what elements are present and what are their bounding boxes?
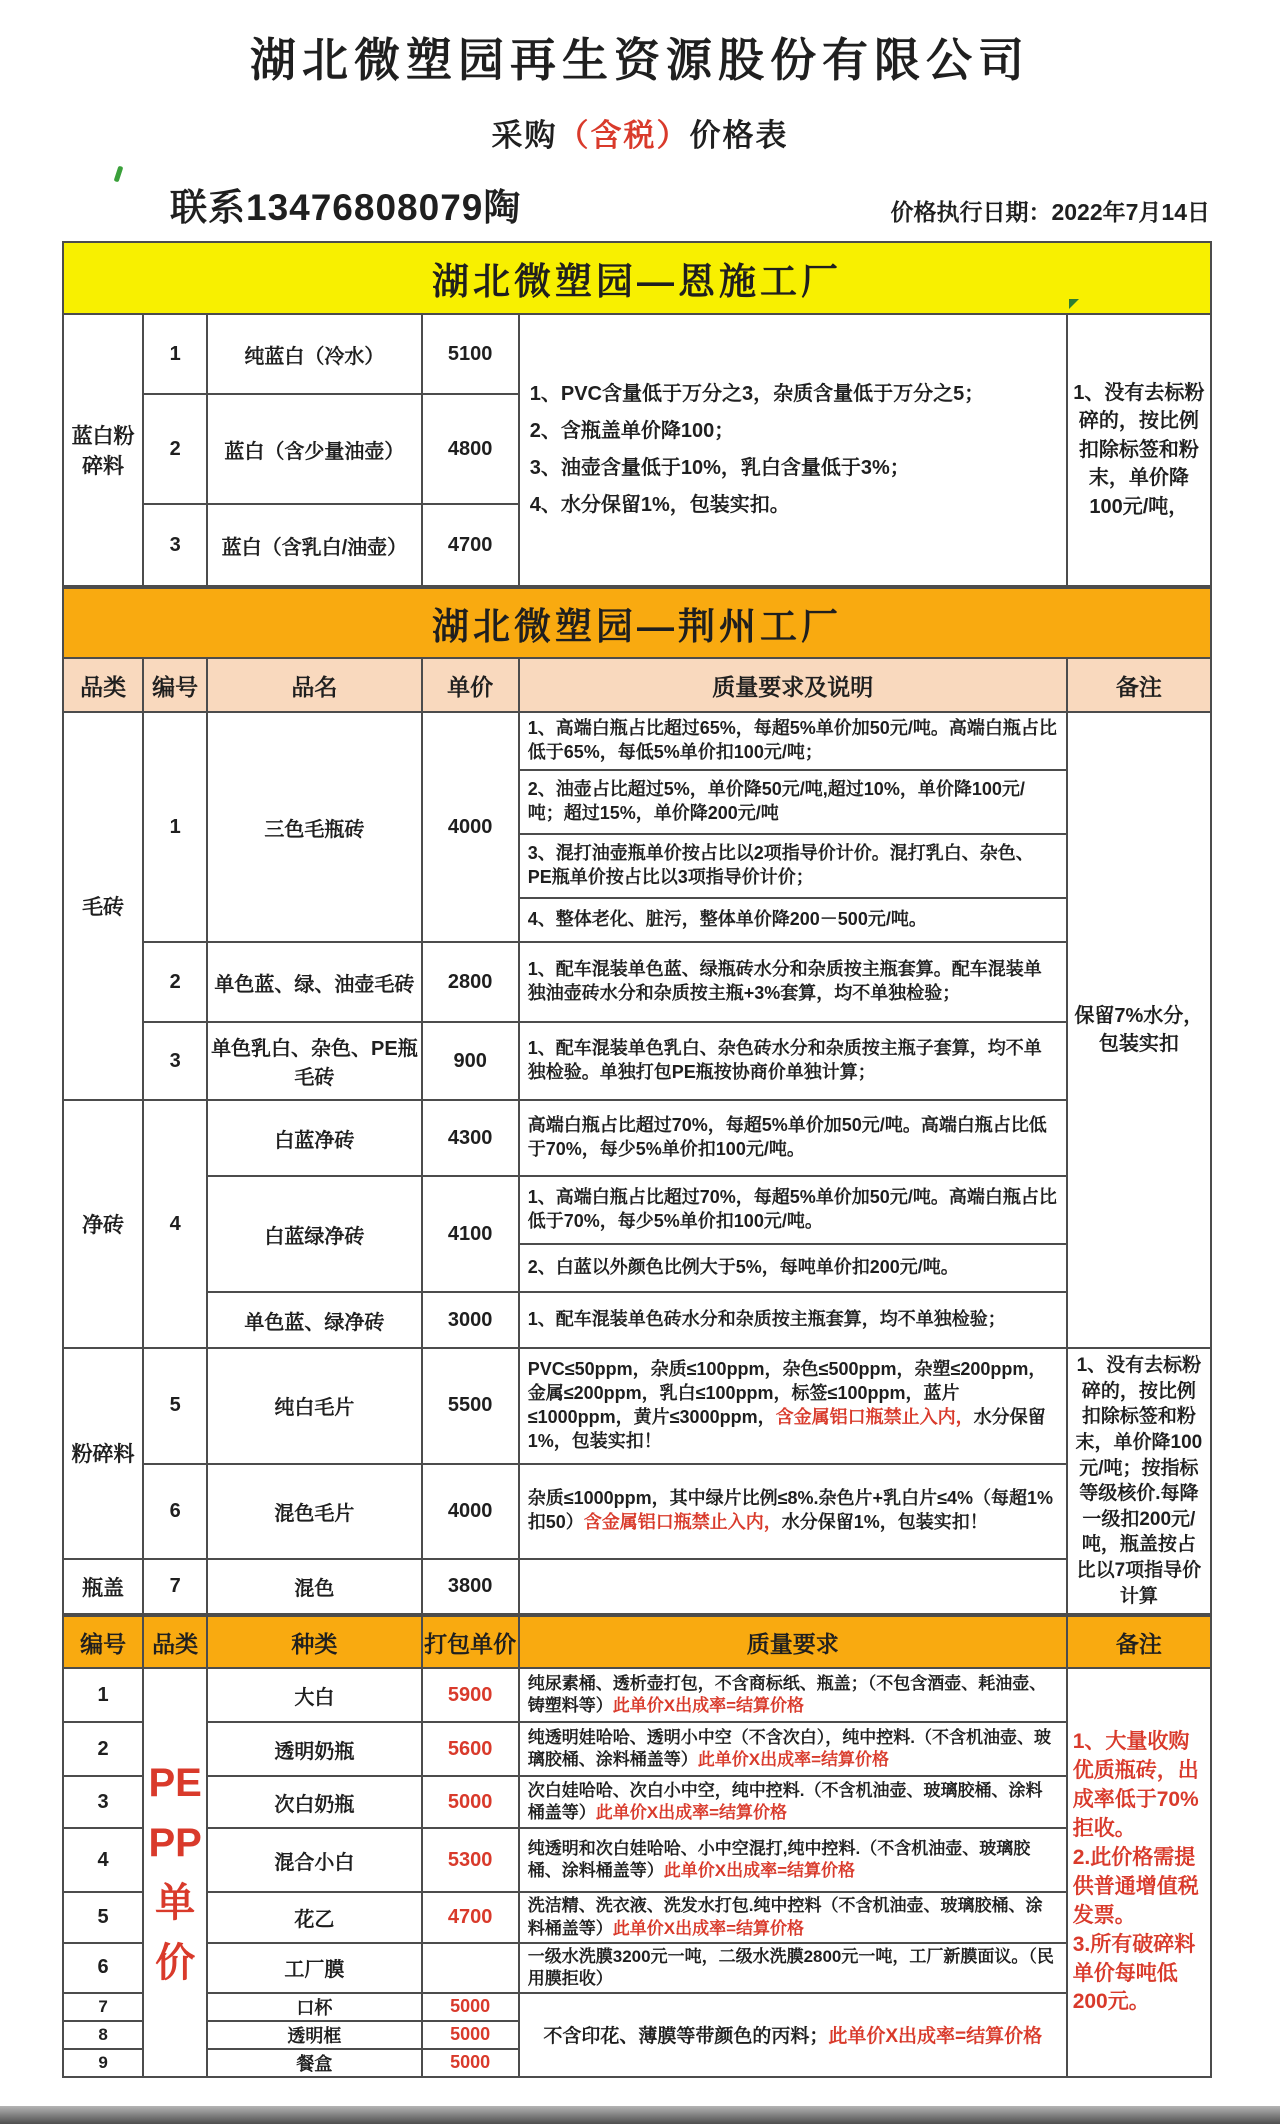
- pack-price: 5000: [422, 2021, 519, 2049]
- row-number: 4: [63, 1828, 143, 1892]
- table-row: [63, 1993, 1211, 2021]
- column-header-quality: 质量要求: [519, 1616, 1067, 1668]
- row-number: 3: [143, 504, 207, 586]
- pack-price: 5000: [422, 2049, 519, 2077]
- product-name: 餐盒: [207, 2049, 421, 2077]
- table-row: [63, 1776, 1211, 1828]
- remark-line: 3.所有破碎料单价每吨低200元。: [1072, 1932, 1196, 2014]
- category-crushed-material: 粉碎料: [63, 1348, 143, 1559]
- table-row: [63, 1892, 1211, 1942]
- quality-segment: 纯尿素桶、透析壶打包，不含商标纸、瓶盖；（不包含酒壶、耗油壶、铸塑料等）: [527, 1674, 1047, 1716]
- remark-note-crushed: 1、没有去标粉碎的，按比例扣除标签和粉末，单价降100元/吨；按指标等级核价.每降一级扣200元/吨，瓶盖按占比以7项指导价计算: [1067, 1348, 1211, 1614]
- settlement-formula-red: 此单价X出成率=结算价格: [663, 1861, 856, 1881]
- product-name: 纯白毛片: [207, 1348, 421, 1464]
- quality-segment: 不含印花、薄膜等带颜色的丙料；: [543, 2026, 829, 2048]
- quality-text: [519, 1464, 1067, 1559]
- pack-price: 5000: [422, 1993, 519, 2021]
- scan-edge-bar: [0, 2106, 1280, 2124]
- quality-text: [519, 1668, 1067, 1722]
- column-header-row: [63, 658, 1211, 712]
- contact-row: [0, 177, 1280, 231]
- remark-note-red: [1067, 1668, 1211, 2076]
- quality-segment: 纯透明娃哈哈、透明小中空（不含次白），纯中控料.（不含机油壶、玻璃胶桶、涂料桶盖等）: [527, 1728, 1051, 1770]
- table-row: [63, 1943, 1211, 1993]
- row-number: 1: [143, 314, 207, 394]
- quality-text: 4、整体老化、脏污，整体单价降200－500元/吨。: [519, 898, 1067, 942]
- row-number: 8: [63, 2021, 143, 2049]
- product-name: 白蓝绿净砖: [207, 1176, 421, 1292]
- jingzhou-factory-table: [62, 587, 1212, 1615]
- row-number: 2: [143, 942, 207, 1022]
- row-number: 1: [143, 712, 207, 942]
- quality-line: 1、PVC含量低于万分之3，杂质含量低于万分之5；: [529, 383, 985, 405]
- quality-segment: PVC≤50ppm，杂质≤100ppm，杂色≤500ppm，杂塑≤200ppm，金属≤200ppm，乳白≤100ppm，标签≤100ppm，蓝片≤1000ppm，黄片≤3000ppm，: [527, 1359, 1047, 1427]
- table-row: [63, 1722, 1211, 1776]
- product-name: 口杯: [207, 1993, 421, 2021]
- quality-segment: 纯透明和次白娃哈哈、小中空混打,纯中控料.（不含机油壶、玻璃胶桶、涂料桶盖等）: [527, 1839, 1031, 1881]
- category-line: 价: [155, 1940, 196, 1985]
- product-name: 单色蓝、绿净砖: [207, 1292, 421, 1348]
- settlement-formula-red: 此单价X出成率=结算价格: [697, 1750, 890, 1770]
- column-header-number: 编号: [143, 658, 207, 712]
- row-number: 2: [63, 1722, 143, 1776]
- unit-price: 4700: [422, 504, 519, 586]
- product-name: 混色: [207, 1559, 421, 1615]
- column-header-price: 单价: [422, 658, 519, 712]
- quality-line: 3、油壶含量低于10%，乳白含量低于3%；: [529, 457, 910, 479]
- pack-price: 5000: [422, 1776, 519, 1828]
- product-name: 纯蓝白（冷水）: [207, 314, 421, 394]
- jingzhou-banner-row: [63, 588, 1211, 658]
- quality-text: 2、白蓝以外颜色比例大于5%，每吨单价扣200元/吨。: [519, 1244, 1067, 1292]
- category-line: PP: [148, 1820, 202, 1865]
- column-header-category: 品类: [143, 1616, 207, 1668]
- settlement-formula-red: 此单价X出成率=结算价格: [612, 1696, 805, 1716]
- category-bottle-cap: 瓶盖: [63, 1559, 143, 1615]
- category-rough-brick: 毛砖: [63, 712, 143, 1100]
- quality-text: 1、高端白瓶占比超过70%，每超5%单价加50元/吨。高端白瓶占比低于70%，每少5%单价扣100元/吨。: [519, 1176, 1067, 1244]
- table-row: [63, 942, 1211, 1022]
- table-row: [63, 1100, 1211, 1176]
- row-number: 7: [63, 1993, 143, 2021]
- quality-line: 4、水分保留1%，包装实扣。: [529, 494, 790, 516]
- table-row: [63, 1292, 1211, 1348]
- row-number: 7: [143, 1559, 207, 1615]
- column-header-name: 品名: [207, 658, 421, 712]
- remark-line: 2.此价格需提供普通增值税发票。: [1072, 1845, 1199, 1927]
- pack-price: 4700: [422, 1892, 519, 1942]
- table-row: [63, 712, 1211, 770]
- product-name: 透明框: [207, 2021, 421, 2049]
- product-name: 混合小白: [207, 1828, 421, 1892]
- contact-phone: 联系13476808079陶: [170, 187, 522, 228]
- table-row: [63, 1022, 1211, 1100]
- table-row: [63, 1348, 1211, 1464]
- tax-included-label: （含税）: [557, 118, 690, 153]
- row-number: 5: [143, 1348, 207, 1464]
- category-line: PE: [148, 1760, 202, 1805]
- settlement-formula-red: 此单价X出成率=结算价格: [828, 2026, 1043, 2048]
- unit-price: 4300: [422, 1100, 519, 1176]
- row-number: 5: [63, 1892, 143, 1942]
- column-header-remark: 备注: [1067, 1616, 1211, 1668]
- unit-price: 4000: [422, 712, 519, 942]
- product-name: 蓝白（含乳白/油壶）: [207, 504, 421, 586]
- document-subtitle: [0, 110, 1280, 155]
- company-title: 湖北微塑园再生资源股份有限公司: [250, 34, 1030, 86]
- row-number: 3: [143, 1022, 207, 1100]
- product-name: 蓝白（含少量油壶）: [207, 394, 421, 504]
- quality-warning-red: 含金属铝口瓶禁止入内，: [775, 1406, 974, 1427]
- enshi-banner-row: [63, 242, 1211, 314]
- settlement-formula-red: 此单价X出成率=结算价格: [595, 1803, 788, 1823]
- table-row: [63, 1668, 1211, 1722]
- product-name: 大白: [207, 1668, 421, 1722]
- unit-price: 5100: [422, 314, 519, 394]
- table-row: [63, 314, 1211, 394]
- product-name: 花乙: [207, 1892, 421, 1942]
- quality-warning-red: 含金属铝口瓶禁止入内，: [583, 1512, 782, 1533]
- product-name: 透明奶瓶: [207, 1722, 421, 1776]
- price-effective-date: 价格执行日期：2022年7月14日: [890, 199, 1210, 225]
- quality-requirements: [519, 314, 1067, 586]
- row-number: 1: [63, 1668, 143, 1722]
- row-number: 2: [143, 394, 207, 504]
- unit-price: 4100: [422, 1176, 519, 1292]
- quality-text: 3、混打油壶瓶单价按占比以2项指导价计价。混打乳白、杂色、PE瓶单价按占比以3项指导价计价；: [519, 834, 1067, 898]
- unit-price: 3800: [422, 1559, 519, 1615]
- quality-text: [519, 1348, 1067, 1464]
- unit-price: 5500: [422, 1348, 519, 1464]
- unit-price: 900: [422, 1022, 519, 1100]
- quality-segment: 水分保留1%，包装实扣！: [527, 1406, 1046, 1451]
- quality-text: [519, 1722, 1067, 1776]
- product-name: 单色蓝、绿、油壶毛砖: [207, 942, 421, 1022]
- remark-line: 1、大量收购优质瓶砖，出成率低于70%拒收。: [1072, 1729, 1199, 1840]
- jingzhou-factory-banner: 湖北微塑园—荆州工厂: [63, 588, 1211, 658]
- quality-text: 1、配车混装单色砖水分和杂质按主瓶套算，均不单独检验；: [519, 1292, 1067, 1348]
- settlement-formula-red: 此单价X出成率=结算价格: [612, 1918, 805, 1938]
- column-header-number: 编号: [63, 1616, 143, 1668]
- category-clean-brick: 净砖: [63, 1100, 143, 1348]
- column-header-pack-price: 打包单价: [422, 1616, 519, 1668]
- column-header-type: 种类: [207, 1616, 421, 1668]
- table-row: [63, 1828, 1211, 1892]
- subtitle-suffix: 价格表: [689, 118, 789, 153]
- pepp-price-table: [62, 1615, 1212, 2077]
- category-pe-pp-price: [143, 1668, 207, 2076]
- row-number: 6: [63, 1943, 143, 1993]
- pack-price: 5300: [422, 1828, 519, 1892]
- row-number: 3: [63, 1776, 143, 1828]
- pack-price: 5600: [422, 1722, 519, 1776]
- unit-price: 4000: [422, 1464, 519, 1559]
- enshi-factory-banner: 湖北微塑园—恩施工厂: [63, 242, 1211, 314]
- product-name: 混色毛片: [207, 1464, 421, 1559]
- quality-segment: 次白娃哈哈、次白小中空，纯中控料.（不含机油壶、玻璃胶桶、涂料桶盖等）: [527, 1781, 1043, 1823]
- pack-price: 5900: [422, 1668, 519, 1722]
- quality-line: 2、含瓶盖单价降100；: [529, 420, 735, 442]
- quality-text: [519, 1776, 1067, 1828]
- quality-text: 1、高端白瓶占比超过65%，每超5%单价加50元/吨。高端白瓶占比低于65%，每低5%单价扣100元/吨；: [519, 712, 1067, 770]
- subtitle-prefix: 采购: [491, 118, 558, 153]
- pack-price: [422, 1943, 519, 1993]
- remark-note: 1、没有去标粉碎的，按比例扣除标签和粉末，单价降100元/吨，: [1067, 314, 1211, 586]
- quality-text: 高端白瓶占比超过70%，每超5%单价加50元/吨。高端白瓶占比低于70%，每少5%单价扣100元/吨。: [519, 1100, 1067, 1176]
- category-line: 单: [155, 1880, 196, 1925]
- column-header-remark: 备注: [1067, 658, 1211, 712]
- quality-text-empty: [519, 1559, 1067, 1615]
- product-name: 工厂膜: [207, 1943, 421, 1993]
- table-row: [63, 1176, 1211, 1244]
- quality-text-merged: [519, 1993, 1067, 2077]
- quality-text: [519, 1943, 1067, 1993]
- product-name: 次白奶瓶: [207, 1776, 421, 1828]
- row-number: 6: [143, 1464, 207, 1559]
- product-name: 单色乳白、杂色、PE瓶毛砖: [207, 1022, 421, 1100]
- quality-text: 1、配车混装单色乳白、杂色砖水分和杂质按主瓶子套算，均不单独检验。单独打包PE瓶按协商价单独计算；: [519, 1022, 1067, 1100]
- table-row: [63, 1559, 1211, 1615]
- quality-segment: 水分保留1%，包装实扣！: [781, 1512, 988, 1533]
- category-blue-white-crushed: 蓝白粉碎料: [63, 314, 143, 586]
- quality-text: [519, 1828, 1067, 1892]
- quality-segment: 洗洁精、洗衣液、洗发水打包.纯中控料（不含机油壶、玻璃胶桶、涂料桶盖等）: [527, 1896, 1043, 1938]
- unit-price: 3000: [422, 1292, 519, 1348]
- remark-note-moisture: 保留7%水分，包装实扣: [1067, 712, 1211, 1348]
- unit-price: 4800: [422, 394, 519, 504]
- quality-segment: 杂质≤1000ppm，其中绿片比例≤8%.杂色片+乳白片≤4%（每超1%扣50）: [527, 1488, 1053, 1533]
- row-number: 4: [143, 1100, 207, 1348]
- table-row: [63, 1464, 1211, 1559]
- product-name: 三色毛瓶砖: [207, 712, 421, 942]
- unit-price: 2800: [422, 942, 519, 1022]
- column-header-category: 品类: [63, 658, 143, 712]
- column-header-quality: 质量要求及说明: [519, 658, 1067, 712]
- product-name: 白蓝净砖: [207, 1100, 421, 1176]
- excel-corner-marker: [1069, 299, 1079, 309]
- quality-text: 1、配车混装单色蓝、绿瓶砖水分和杂质按主瓶套算。配车混装单独油壶砖水分和杂质按主瓶+3%套算，均不单独检验；: [519, 942, 1067, 1022]
- row-number: 9: [63, 2049, 143, 2077]
- quality-segment: 一级水洗膜3200元一吨，二级水洗膜2800元一吨，工厂新膜面议。（民用膜拒收）: [527, 1946, 1054, 1988]
- enshi-factory-table: [62, 241, 1212, 587]
- column-header-row: [63, 1616, 1211, 1668]
- quality-text: 2、油壶占比超过5%，单价降50元/吨,超过10%，单价降100元/吨；超过15%，单价降200元/吨: [519, 770, 1067, 834]
- quality-text: [519, 1892, 1067, 1942]
